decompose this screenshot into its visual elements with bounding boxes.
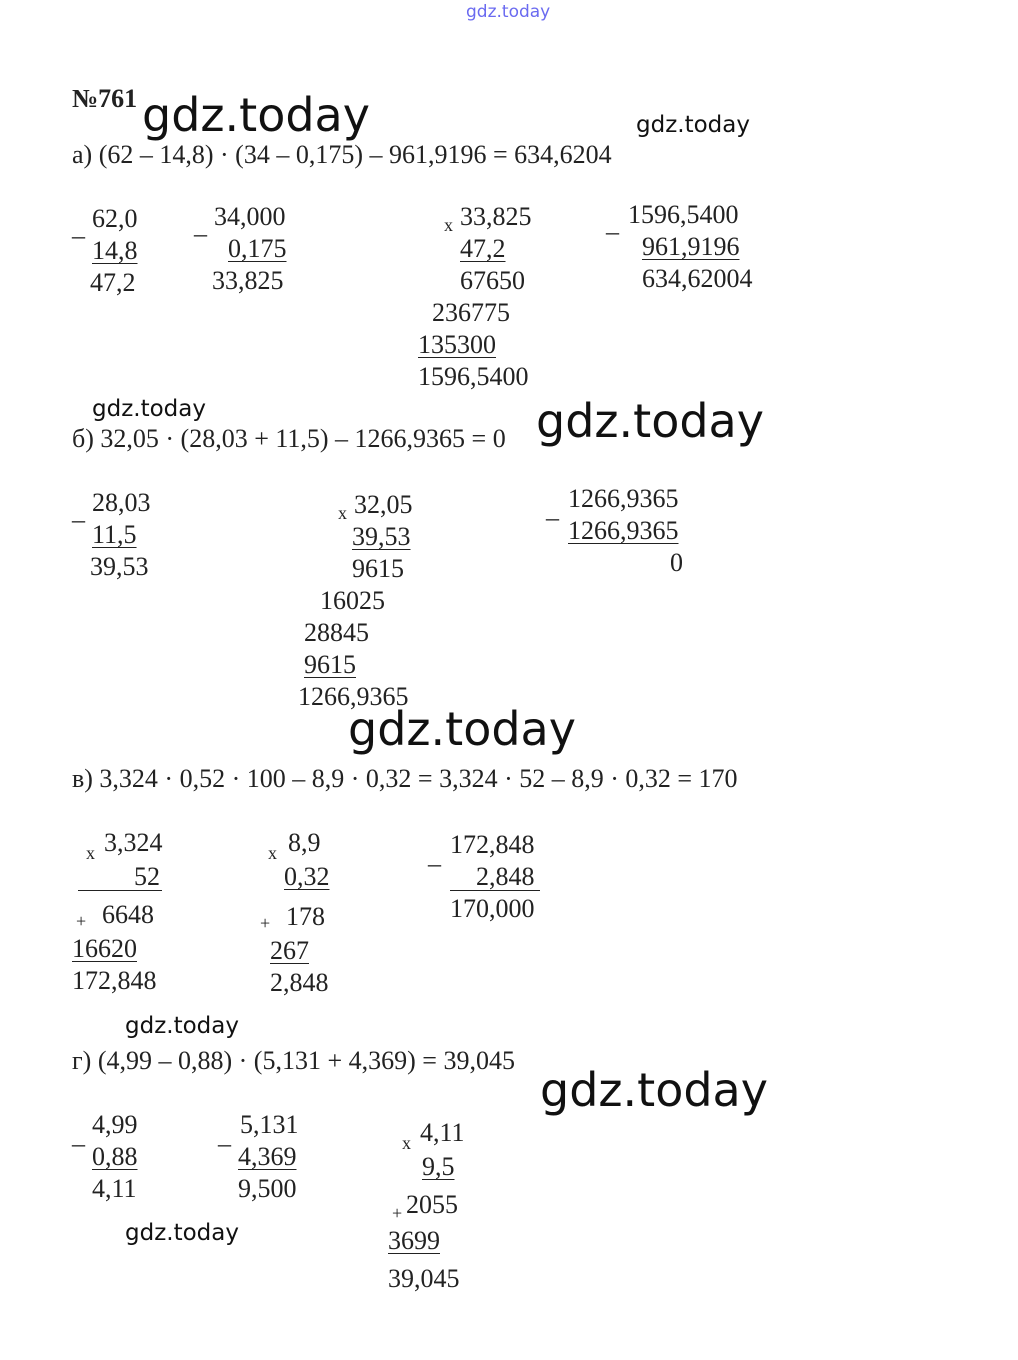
v-mul2-bottom: 0,32 [284, 862, 330, 891]
g-sub1-bottom: 0,88 [92, 1142, 138, 1171]
v-sub-result: 170,000 [450, 894, 535, 923]
g-mul-top: 4,11 [420, 1118, 465, 1147]
v-sub-bottom: 2,848 [476, 862, 535, 891]
g-sub2-top: 5,131 [240, 1110, 299, 1139]
v-mul1-partial: 6648 [102, 900, 154, 929]
b-mul-partial: 28845 [304, 618, 369, 647]
a-sub2-top: 34,000 [214, 202, 286, 231]
v-mul1-result: 172,848 [72, 966, 157, 995]
a-sub1-result: 47,2 [90, 268, 136, 297]
b-mul-partial: 9615 [352, 554, 404, 583]
a-sub3-bottom: 961,9196 [642, 232, 740, 261]
v-mul1-bottom: 52 [134, 862, 160, 891]
watermark: gdz.today [92, 396, 206, 422]
b-sub1-bottom: 11,5 [92, 520, 137, 549]
g-sub1-result: 4,11 [92, 1174, 137, 1203]
minus-sign: _ [428, 840, 441, 869]
v-mul1-partial: 16620 [72, 934, 137, 963]
a-mul-partial: 236775 [432, 298, 510, 327]
b-mul-result: 1266,9365 [298, 682, 409, 711]
a-sub3-result: 634,62004 [642, 264, 753, 293]
minus-sign: _ [72, 212, 85, 241]
g-mul-bottom: 9,5 [422, 1152, 455, 1181]
b-mul-partial: 16025 [320, 586, 385, 615]
watermark: gdz.today [125, 1220, 239, 1246]
g-sub2-result: 9,500 [238, 1174, 297, 1203]
plus-sign: + [392, 1203, 403, 1223]
g-sub1-top: 4,99 [92, 1110, 138, 1139]
v-mul2-partial: 267 [270, 936, 309, 965]
plus-sign: + [260, 913, 271, 933]
equation-b: б) 32,05 · (28,03 + 11,5) – 1266,9365 = 0 [72, 424, 506, 453]
b-sub1-result: 39,53 [90, 552, 149, 581]
b-mul-partial: 9615 [304, 650, 356, 679]
equation-v: в) 3,324 · 0,52 · 100 – 8,9 · 0,32 = 3,324 · 52 – 8,9 · 0,32 = 170 [72, 764, 738, 793]
equation-g: г) (4,99 – 0,88) · (5,131 + 4,369) = 39,045 [72, 1046, 515, 1075]
minus-sign: _ [606, 208, 619, 237]
watermark: gdz.today [536, 394, 764, 448]
g-mul-result: 39,045 [388, 1264, 460, 1293]
b-sub2-result: 0 [670, 548, 683, 577]
a-mul-partial: 135300 [418, 330, 496, 359]
minus-sign: _ [218, 1120, 231, 1149]
g-mul-partial: 2055 [406, 1190, 458, 1219]
minus-sign: _ [72, 1120, 85, 1149]
multiply-sign: x [444, 215, 453, 235]
a-mul-top: 33,825 [460, 202, 532, 231]
g-sub2-bottom: 4,369 [238, 1142, 297, 1171]
a-mul-bottom: 47,2 [460, 234, 506, 263]
watermark: gdz.today [142, 88, 370, 142]
multiply-sign: x [338, 503, 347, 523]
a-mul-partial: 67650 [460, 266, 525, 295]
watermark-top: gdz.today [466, 2, 551, 22]
watermark: gdz.today [125, 1013, 239, 1039]
v-mul2-top: 8,9 [288, 828, 321, 857]
b-sub2-bottom: 1266,9365 [568, 516, 679, 545]
watermark: gdz.today [636, 112, 750, 138]
a-sub1-top: 62,0 [92, 204, 138, 233]
b-mul-bottom: 39,53 [352, 522, 411, 551]
a-sub2-result: 33,825 [212, 266, 284, 295]
v-mul2-partial: 178 [286, 902, 325, 931]
plus-sign: + [76, 911, 87, 931]
watermark: gdz.today [348, 702, 576, 756]
b-sub1-top: 28,03 [92, 488, 151, 517]
minus-sign: _ [546, 494, 559, 523]
b-sub2-top: 1266,9365 [568, 484, 679, 513]
problem-number: №761 [72, 84, 138, 113]
multiply-sign: x [86, 843, 95, 863]
g-mul-partial: 3699 [388, 1226, 440, 1255]
minus-sign: _ [194, 210, 207, 239]
v-mul1-top: 3,324 [104, 828, 163, 857]
b-mul-top: 32,05 [354, 490, 413, 519]
a-sub3-top: 1596,5400 [628, 200, 739, 229]
v-mul2-result: 2,848 [270, 968, 329, 997]
watermark: gdz.today [540, 1063, 768, 1117]
v-sub-top: 172,848 [450, 830, 535, 859]
a-sub2-bottom: 0,175 [228, 234, 287, 263]
minus-sign: _ [72, 496, 85, 525]
a-sub1-bottom: 14,8 [92, 236, 138, 265]
multiply-sign: x [402, 1133, 411, 1153]
equation-a: а) (62 – 14,8) · (34 – 0,175) – 961,9196 = 634,6204 [72, 140, 612, 169]
multiply-sign: x [268, 843, 277, 863]
a-mul-result: 1596,5400 [418, 362, 529, 391]
